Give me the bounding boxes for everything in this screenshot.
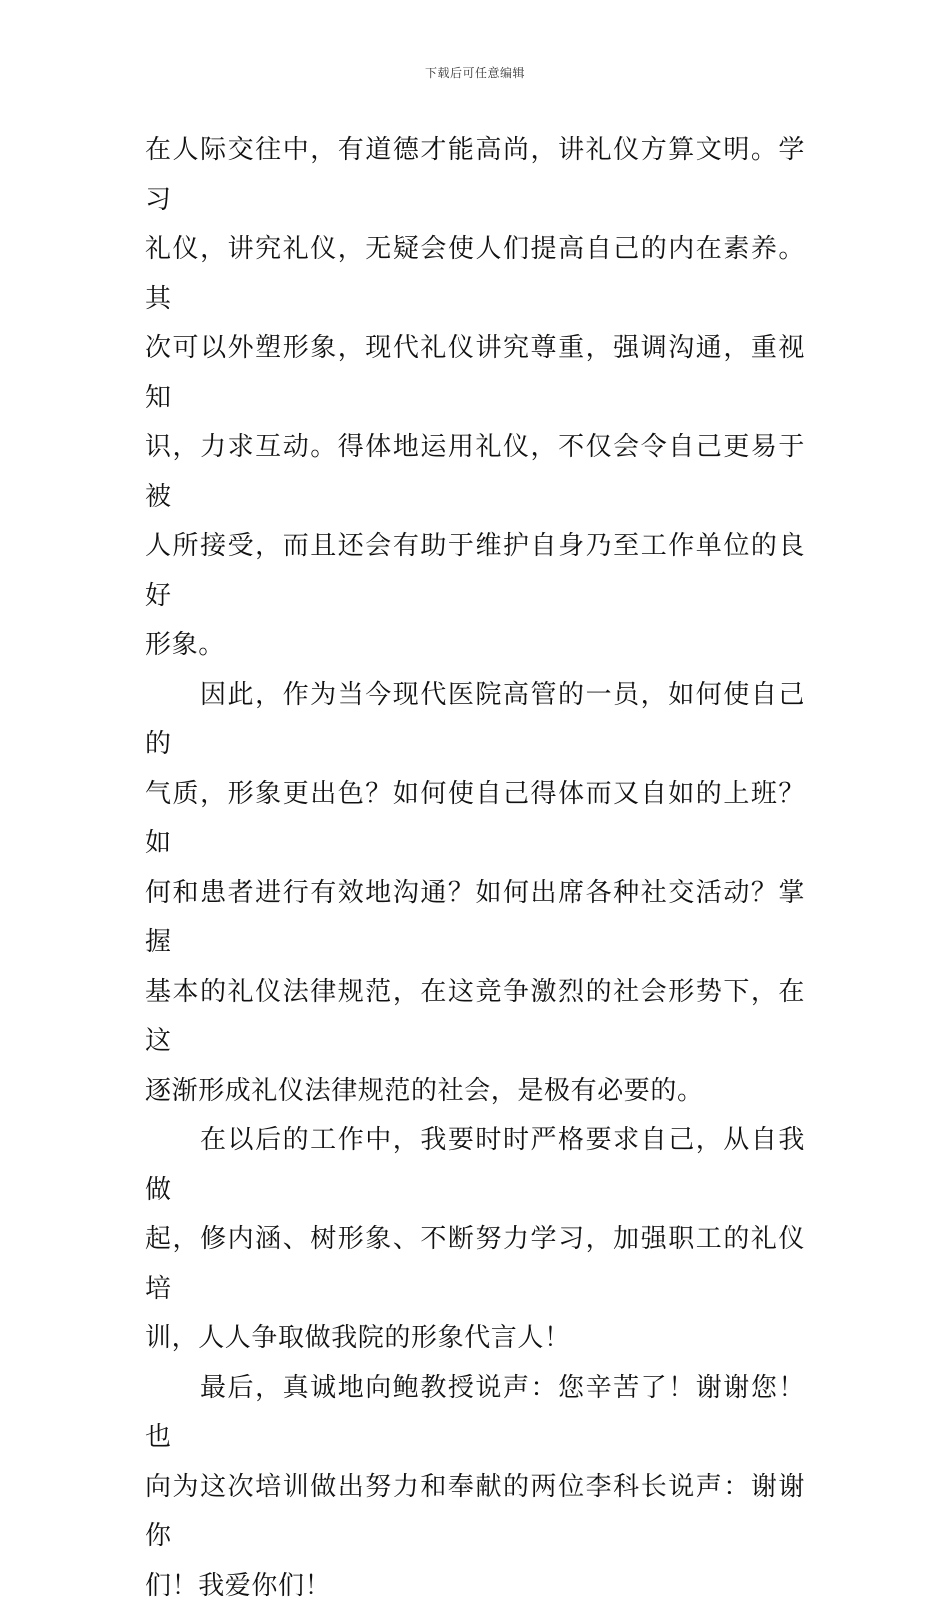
paragraph-line: 气质，形象更出色？如何使自己得体而又自如的上班？如 [145, 770, 805, 869]
paragraph-line: 基本的礼仪法律规范，在这竞争激烈的社会形势下，在这 [145, 968, 805, 1067]
page-header: 下载后可任意编辑 [0, 64, 950, 81]
document-body [145, 126, 805, 1611]
paragraph-line: 们！我爱你们！ [145, 1562, 805, 1611]
paragraph-1 [145, 126, 805, 671]
paragraph-line: 在人际交往中，有道德才能高尚，讲礼仪方算文明。学习 [145, 126, 805, 225]
paragraph-line: 次可以外塑形象，现代礼仪讲究尊重，强调沟通，重视知 [145, 324, 805, 423]
paragraph-2 [145, 671, 805, 1117]
paragraph-line: 起，修内涵、树形象、不断努力学习，加强职工的礼仪培 [145, 1215, 805, 1314]
paragraph-line: 因此，作为当今现代医院高管的一员，如何使自己的 [145, 671, 805, 770]
paragraph-4 [145, 1364, 805, 1611]
paragraph-line: 在以后的工作中，我要时时严格要求自己，从自我做 [145, 1116, 805, 1215]
paragraph-line: 逐渐形成礼仪法律规范的社会，是极有必要的。 [145, 1067, 805, 1117]
paragraph-3 [145, 1116, 805, 1364]
paragraph-line: 识，力求互动。得体地运用礼仪，不仅会令自己更易于被 [145, 423, 805, 522]
paragraph-line: 礼仪，讲究礼仪，无疑会使人们提高自己的内在素养。其 [145, 225, 805, 324]
paragraph-line: 向为这次培训做出努力和奉献的两位李科长说声：谢谢你 [145, 1463, 805, 1562]
paragraph-line: 训，人人争取做我院的形象代言人！ [145, 1314, 805, 1364]
paragraph-line: 形象。 [145, 621, 805, 671]
paragraph-line: 最后，真诚地向鲍教授说声：您辛苦了！谢谢您！也 [145, 1364, 805, 1463]
paragraph-line: 何和患者进行有效地沟通？如何出席各种社交活动？掌握 [145, 869, 805, 968]
paragraph-line: 人所接受，而且还会有助于维护自身乃至工作单位的良好 [145, 522, 805, 621]
